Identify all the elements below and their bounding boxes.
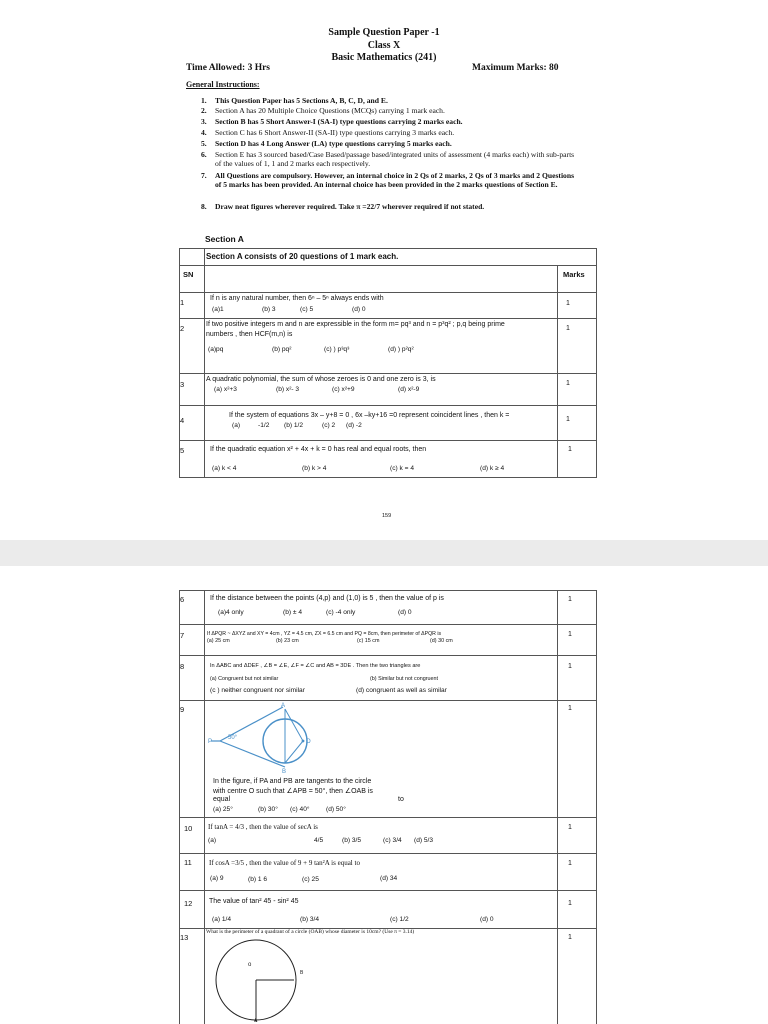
q9-opt-c: (c) 40°	[290, 806, 310, 813]
q2-mark: 1	[566, 325, 570, 332]
q6-opt-a: (a)4 only	[218, 609, 244, 616]
q9-text-4: to	[398, 796, 404, 803]
maximum-marks: Maximum Marks: 80	[472, 63, 559, 73]
q4-opt-d: (d) -2	[346, 422, 362, 429]
q10-sn: 10	[184, 824, 193, 833]
subject-label: Basic Mathematics (241)	[331, 52, 437, 63]
quadrant-figure	[210, 938, 310, 1024]
q6-sn: 6	[180, 595, 185, 604]
q8-opt-a: (a) Congruent but not similar	[210, 676, 279, 682]
q5-sn: 5	[180, 446, 185, 455]
q5-mark: 1	[568, 446, 572, 453]
tangent-pb	[220, 741, 285, 767]
centre-label: o	[248, 962, 252, 968]
q3-opt-c: (c) x²+9	[332, 386, 355, 393]
q3-text: A quadratic polynomial, the sum of whose zeroes is 0 and one zero is 3, is	[206, 376, 436, 383]
instruction-5: 5. Section D has 4 Long Answer (LA) type questions carrying 5 marks each.	[201, 139, 452, 148]
q9-opt-d: (d) 50°	[326, 806, 346, 813]
q9-opt-a: (a) 25°	[213, 806, 233, 813]
q9-sn: 9	[180, 705, 185, 714]
q4-opt-c: (c) 2	[322, 422, 336, 429]
q9-text-3: equal	[213, 796, 231, 803]
q4-opt-b: (b) 1/2	[284, 422, 304, 429]
q12-mark: 1	[568, 900, 572, 907]
q12-text: The value of tan² 45 - sin² 45	[209, 898, 299, 905]
q3-mark: 1	[566, 380, 570, 387]
section-title: Section A	[205, 234, 244, 244]
q1-opt-d: (d) 0	[352, 306, 366, 313]
point-b-label: B	[282, 769, 287, 775]
q8-opt-c: (c ) neither congruent nor similar	[210, 687, 305, 694]
q1-sn: 1	[180, 298, 185, 307]
tangent-figure	[205, 701, 325, 776]
q12-sn: 12	[184, 899, 193, 908]
q10-opt-b: (b) 3/5	[342, 837, 362, 844]
point-b-label: B	[300, 970, 304, 976]
q4-text: If the system of equations 3x – y+8 = 0 , 6x –ky+16 =0 represent coincident lines , then k =	[229, 412, 510, 419]
q6-opt-c: (c) -4 only	[326, 609, 356, 616]
q5-opt-c: (c) k = 4	[390, 465, 414, 472]
point-a-label: A	[254, 1018, 258, 1024]
q6-opt-d: (d) 0	[398, 609, 412, 616]
q5-opt-b: (b) k > 4	[302, 465, 327, 472]
q6-opt-b: (b) ± 4	[283, 609, 303, 616]
q1-mark: 1	[566, 300, 570, 307]
q4-opt-a: (a)	[232, 422, 241, 429]
time-allowed: Time Allowed: 3 Hrs	[186, 63, 271, 73]
instruction-3: 3. Section B has 5 Short Answer-I (SA-I) type questions carrying 2 marks each.	[201, 117, 463, 126]
q2-sn: 2	[180, 324, 185, 333]
q3-opt-b: (b) x²- 3	[276, 386, 300, 393]
q2-opt-c: (c) ) p³q³	[324, 346, 350, 353]
q13-sn: 13	[180, 933, 189, 942]
q6-mark: 1	[568, 596, 572, 603]
q8-opt-b: (b) Similar but not congruent	[370, 676, 439, 682]
q10-opt-a-val: 4/5	[314, 837, 324, 844]
q7-opt-c: (c) 15 cm	[357, 638, 380, 644]
q8-text: In ΔABC and ΔDEF , ∠B = ∠E, ∠F = ∠C and AB = 3DE . Then the two triangles are	[210, 663, 421, 669]
q7-mark: 1	[568, 631, 572, 638]
point-o-label: O	[306, 739, 311, 745]
point-p-label: P	[208, 739, 213, 745]
point-a-label: A	[281, 703, 286, 709]
q10-opt-c: (c) 3/4	[383, 837, 402, 844]
q1-text: If n is any natural number, then 6ⁿ – 5ⁿ always ends with	[210, 295, 384, 302]
q2-opt-d: (d) ) p²q²	[388, 346, 414, 353]
q7-sn: 7	[180, 631, 185, 640]
instruction-8: 8. Draw neat figures wherever required. Take π =22/7 wherever required if not stated.	[201, 202, 485, 211]
q11-opt-d: (d) 34	[380, 875, 398, 882]
q10-mark: 1	[568, 824, 572, 831]
q10-opt-a: (a)	[208, 837, 217, 844]
q8-opt-d: (d) congruent as well as similar	[356, 687, 447, 694]
q11-sn: 11	[184, 858, 192, 867]
col-marks: Marks	[563, 270, 585, 279]
q8-mark: 1	[568, 663, 572, 670]
q8-sn: 8	[180, 662, 185, 671]
q9-text-2: with centre O such that ∠APB = 50°, then ∠OAB is	[213, 788, 373, 795]
centre-point	[302, 740, 305, 743]
radius-ob	[285, 741, 303, 763]
q2-text-2: numbers , then HCF(m,n) is	[206, 331, 293, 338]
q10-text: If tanA = 4/3 , then the value of secA is	[208, 823, 318, 831]
q11-opt-a: (a) 9	[210, 875, 224, 882]
instruction-6: 6. Section E has 3 sourced based/Case Based/passage based/integrated units of assessment (4 marks each) with sub-parts of the values of 1, 1 and 2 marks each respectively.	[201, 150, 575, 168]
q11-opt-c: (c) 25	[302, 876, 319, 883]
instruction-1: 1. This Question Paper has 5 Sections A, B, C, D, and E.	[201, 96, 388, 105]
instruction-7: 7. All Questions are compulsory. However, an internal choice in 2 Qs of 2 marks, 2 Qs of 3 marks and 2 Questions of 5 marks has been provided. An internal choice has been provided in the 2 marks questions of Section E.	[201, 171, 575, 189]
col-sn: SN	[183, 270, 194, 279]
q4-mark: 1	[566, 416, 570, 423]
q10-opt-d: (d) 5/3	[414, 837, 434, 844]
q1-opt-b: (b) 3	[262, 306, 276, 313]
class-label: Class X	[367, 40, 401, 51]
q2-opt-a: (a)pq	[208, 346, 224, 353]
q7-text: If ΔPQR ~ ΔXYZ and XY = 4cm , YZ = 4.5 cm, ZX = 6.5 cm and PQ = 8cm, then perimeter of ΔPQR is	[207, 631, 442, 637]
q5-opt-a: (a) k < 4	[212, 465, 237, 472]
q3-sn: 3	[180, 380, 185, 389]
q7-opt-d: (d) 30 cm	[430, 638, 453, 644]
q12-opt-a: (a) 1/4	[212, 916, 232, 923]
q6-text: If the distance between the points (4,p) and (1,0) is 5 , then the value of p is	[210, 595, 444, 602]
page-number: 159	[382, 513, 392, 519]
q2-opt-b: (b) pq²	[272, 346, 292, 353]
q9-mark: 1	[568, 705, 572, 712]
q9-opt-b: (b) 30°	[258, 806, 278, 813]
q11-text: If cosA =3/5 , then the value of 9 + 9 tan²A is equal to	[209, 859, 360, 867]
q5-opt-d: (d) k ≥ 4	[480, 465, 505, 472]
q1-opt-a: (a)1	[212, 306, 224, 313]
q3-opt-a: (a) x²+3	[214, 386, 237, 393]
paper-title: Sample Question Paper -1	[328, 27, 440, 38]
q12-opt-c: (c) 1/2	[390, 916, 409, 923]
q9-text-1: In the figure, if PA and PB are tangents to the circle	[213, 778, 372, 785]
instruction-2: 2. Section A has 20 Multiple Choice Questions (MCQs) carrying 1 mark each.	[201, 106, 445, 115]
section-subtitle: Section A consists of 20 questions of 1 mark each.	[206, 252, 399, 261]
q7-opt-b: (b) 23 cm	[276, 638, 299, 644]
q2-text-1: If two positive integers m and n are expressible in the form m= pq³ and n = p³q² ; p,q being prime	[206, 321, 505, 328]
q5-text: If the quadratic equation x² + 4x + k = 0 has real and equal roots, then	[210, 446, 427, 453]
q4-sn: 4	[180, 416, 185, 425]
q4-opt-a-val: -1/2	[258, 422, 270, 429]
q1-opt-c: (c) 5	[300, 306, 314, 313]
q3-opt-d: (d) x²-9	[398, 386, 420, 393]
general-instructions-heading: General Instructions:	[186, 80, 260, 89]
q11-mark: 1	[568, 860, 572, 867]
q12-opt-d: (d) 0	[480, 916, 494, 923]
page-2	[0, 566, 768, 1024]
instruction-4: 4. Section C has 6 Short Answer-II (SA-II) type questions carrying 3 marks each.	[201, 128, 455, 137]
q13-text: What is the perimeter of a quadrant of a circle (OAB) whose diameter is 10cm? (Use π = 3.14)	[206, 929, 415, 935]
q12-opt-b: (b) 3/4	[300, 916, 320, 923]
q11-opt-b: (b) 1 6	[248, 876, 268, 883]
q13-mark: 1	[568, 934, 572, 941]
q7-opt-a: (a) 25 cm	[207, 638, 230, 644]
angle-label: 50°	[228, 735, 238, 741]
